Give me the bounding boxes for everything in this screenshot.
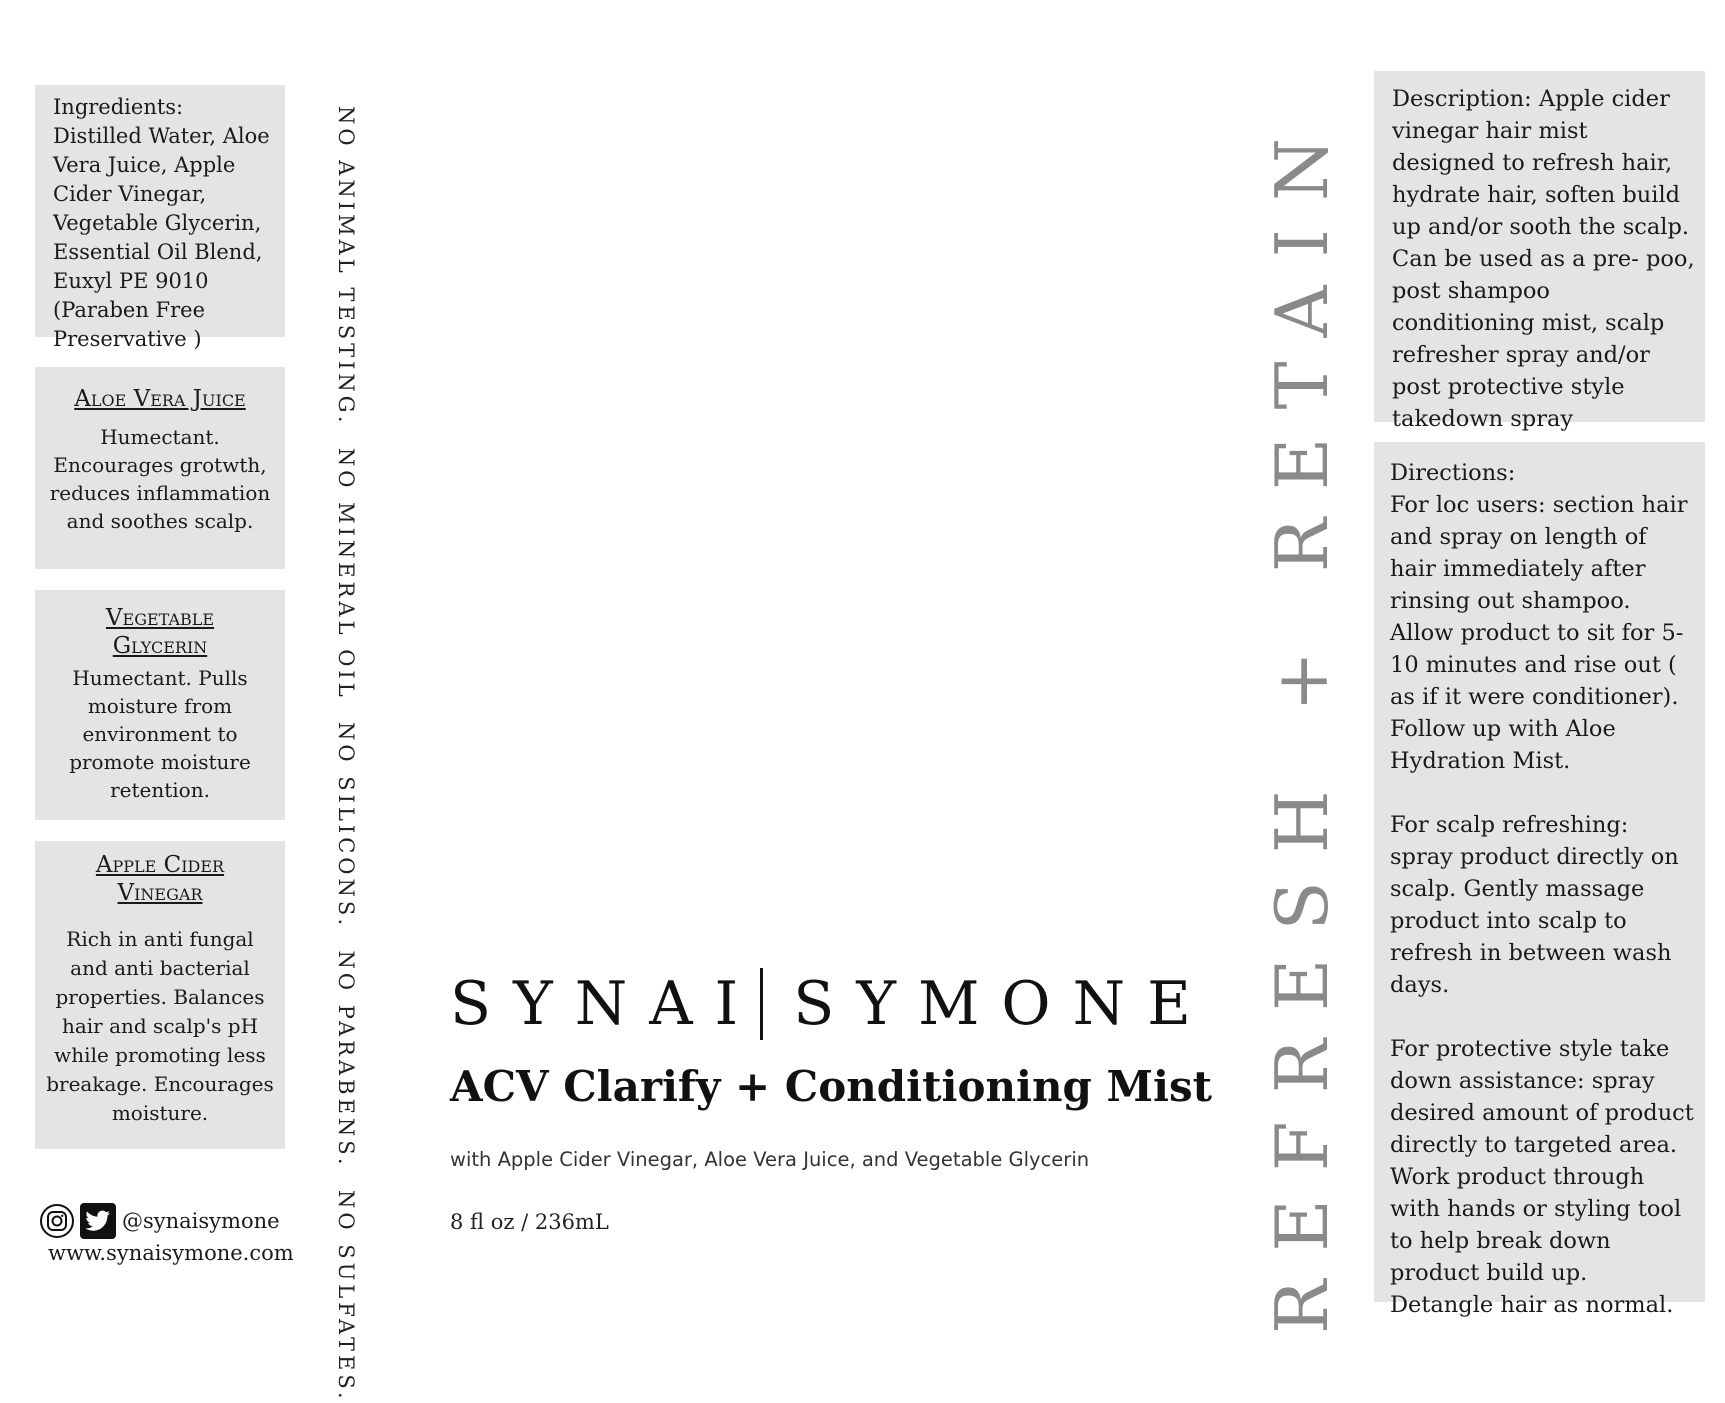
benefit-text: Rich in anti fungal and anti bacterial properties. Balances hair and scalp's pH while promoting less breakage. Encourages moisture. (46, 927, 274, 1125)
benefit-title: Aloe Vera Juice (74, 386, 246, 412)
directions-protective: For protective style take down assistance: spray desired amount of product directly to targeted area. Work product through with hands or styling tool to help break down product build up. Detangle hair as normal. (1390, 1036, 1694, 1318)
description-panel (1374, 71, 1705, 432)
directions-heading: Directions: (1390, 460, 1516, 486)
website-link[interactable]: www.synaisymone.com (48, 1241, 294, 1265)
brand-logo (450, 968, 1213, 1040)
benefit-text: Humectant. Pulls moisture from environment to promote moisture retention. (69, 666, 251, 802)
benefit-text: Humectant. Encourages grotwth, reduces inflammation and soothes scalp. (49, 425, 271, 533)
social-handle[interactable]: @synaisymone (122, 1209, 280, 1233)
brand-divider (760, 968, 763, 1040)
product-name: ACV Clarify + Conditioning Mist (450, 1062, 1212, 1111)
twitter-icon[interactable] (80, 1203, 116, 1239)
instagram-icon[interactable] (40, 1204, 74, 1238)
product-subtitle: with Apple Cider Vinegar, Aloe Vera Juice, and Vegetable Glycerin (450, 1148, 1090, 1171)
benefit-apple-cider-vinegar (35, 841, 285, 1149)
ingredients-panel (35, 85, 285, 351)
product-claims: NO ANIMAL TESTING. NO MINERAL OIL NO SILICONS. NO PARABENS. NO SULFATES. (334, 106, 358, 1403)
ingredients-text: Ingredients: Distilled Water, Aloe Vera Juice, Apple Cider Vinegar, Vegetable Glycerin, Essential Oil Blend, Euxyl PE 9010 (Paraben Free Preservative ) (53, 95, 270, 351)
directions-loc: For loc users: section hair and spray on length of hair immediately after rinsing out shampoo. Allow product to sit for 5-10 minutes and rise out ( as if it were conditioner). Follow up with Aloe Hydration Mist. (1390, 492, 1688, 774)
directions-scalp: For scalp refreshing: spray product directly on scalp. Gently massage product into scalp to refresh in between wash days. (1390, 812, 1679, 998)
directions-panel (1374, 442, 1705, 1318)
benefit-title: Apple Cider Vinegar (95, 852, 225, 906)
product-size: 8 fl oz / 236mL (450, 1210, 609, 1234)
brand-second: SYMONE (793, 969, 1213, 1039)
benefit-vegetable-glycerin (35, 590, 285, 820)
brand-first: SYNAI (450, 969, 761, 1039)
description-text: Description: Apple cider vinegar hair mist designed to refresh hair, hydrate hair, soften build up and/or sooth the scalp. Can be used as a pre- poo, post shampoo conditioning mist, scalp refresher spray and/or post protective style takedown spray (1392, 86, 1695, 432)
social-block (40, 1203, 300, 1265)
tagline: REFRESH + RETAIN (1260, 110, 1344, 1335)
benefit-title: Vegetable Glycerin (105, 605, 215, 659)
benefit-aloe-vera-juice (35, 367, 285, 569)
